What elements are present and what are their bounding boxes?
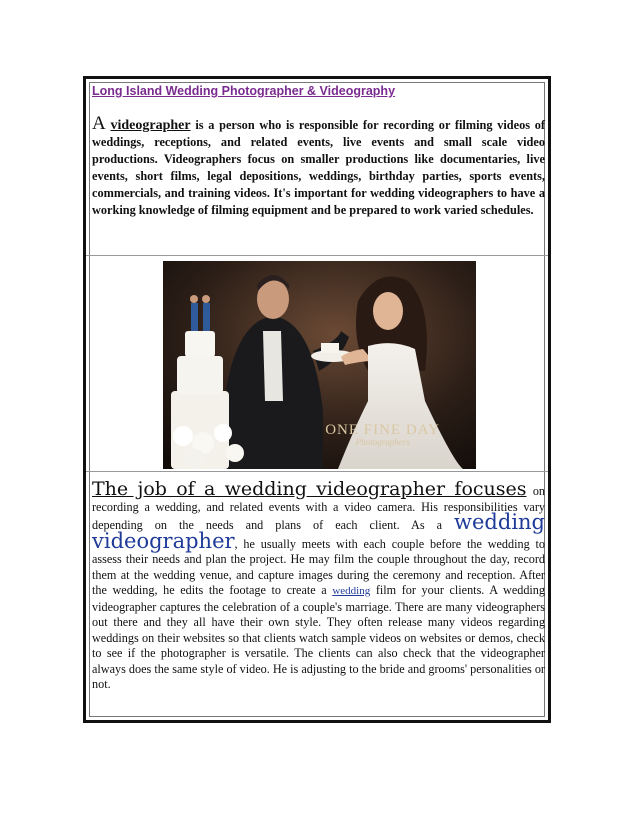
intro-lead-letter: A <box>92 113 106 134</box>
photographer-watermark <box>325 422 440 447</box>
page-title[interactable]: Long Island Wedding Photographer & Videography <box>92 84 396 98</box>
divider <box>86 471 548 472</box>
wedding-inline-link[interactable]: wedding <box>332 585 371 597</box>
watermark-main: ONE FINE DAY <box>325 422 440 438</box>
intro-paragraph <box>92 115 545 219</box>
body-text-2: , he usually meets with each couple before the wedding to assess their needs and plan the project. He may film the couple throughout the day, record them at the wedding venue, and capture images during the ceremony and reception. After the wedding, he edits the footage to create a <box>92 536 545 597</box>
wedding-videographer-link[interactable]: wedding videographer <box>92 510 546 553</box>
divider <box>86 255 548 256</box>
intro-text: is a person who is responsible for recording or filming videos of weddings, receptions, and related events, live events and small scale video productions. Videographers focus on smaller productions like documentaries, live events, short films, legal depositions, weddings, birthday parties, sports events, commercials, and training videos. It's important for wedding videographers to have a working knowledge of filming equipment and be prepared to work varied schedules. <box>92 118 545 217</box>
intro-keyword: videographer <box>110 118 191 133</box>
body-lead-phrase: The job of a wedding videographer focuses <box>92 478 527 500</box>
body-paragraph <box>92 478 546 693</box>
wedding-photo <box>163 261 476 469</box>
watermark-sub: Photographers <box>355 437 410 447</box>
body-text-1: on recording a wedding, and related events with a video camera. His responsibilities vary depending on the needs and plans of each client. As a <box>92 484 545 532</box>
body-text-3: film for your clients. A wedding videographer captures the celebration of a couple's marriage. There are many videographers out there and they all have their own style. They often release many videos regarding weddings on their websites so that clients watch sample videos on websites or demos, check to see if the photographer is versatile. The clients can also check that the videographer always does the same style of video. He is adjusting to the bride and grooms' personalities or not. <box>92 583 545 691</box>
